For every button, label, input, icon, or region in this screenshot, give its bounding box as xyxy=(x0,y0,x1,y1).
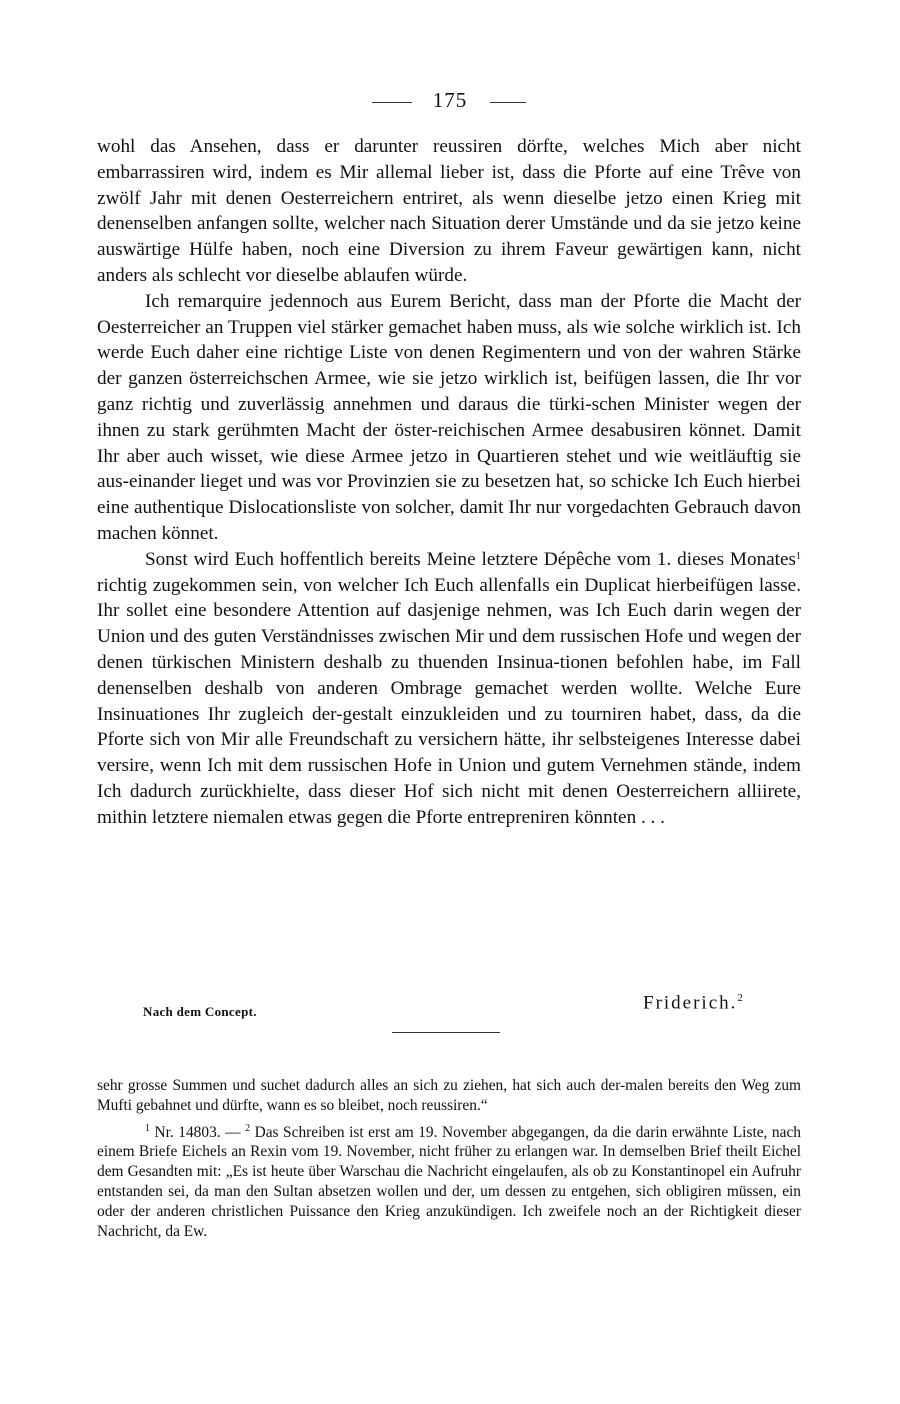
footnote-2-marker: 2 xyxy=(245,1122,251,1134)
paragraph-2: Ich remarquire jedennoch aus Eurem Bericht, dass man der Pforte die Macht der Oesterreicher an Truppen viel stärker gemachet haben muss, als wie solche wirklich ist. Ich werde Euch daher eine richtige Liste von denen Regimentern und von der wahren Stärke der ganzen österreichschen Armee, wie sie jetzo wirklich ist, beifügen lassen, die Ihr vor ganz richtig und zuverlässig annehmen und daraus die türki-schen Minister wegen der ihnen zu stark gerühmten Macht der öster-reichischen Armee desabusiren könnet. Damit Ihr aber auch wisset, wie diese Armee jetzo in Quartieren stehet und wie weitläuftig sie aus-einander lieget und was vor Provinzien sie zu besetzen hat, so schicke Ich Euch hierbei eine authentique Dislocationsliste von solcher, damit Ihr nur vorgedachten Gebrauch davon machen könnet. xyxy=(97,290,801,544)
footnote-reference-1: 1 xyxy=(796,550,801,562)
signature-name: Friderich. xyxy=(643,992,738,1014)
signature xyxy=(643,992,743,1014)
main-text xyxy=(97,134,801,831)
footnote-2-text: Das Schreiben ist erst am 19. November abgegangen, da die darin erwähnte Liste, nach einem Briefe Eichels an Rexin vom 19. November, nicht früher zu erlangen war. In demselben Brief theilt Eichel dem Gesandten mit: „Es ist heute über Warschau die Nachricht eingelaufen, als ob zu Konstantinopel ein Aufruhr entstanden sei, da man den Sultan absetzen wollen und der, um dessen zu entgehen, sich obligiren müssen, ein oder der anderen christlichen Puissance den Krieg anzukündigen. Ich zweifele noch an der Richtigkeit dieser Nachricht, da Ew. xyxy=(97,1123,801,1240)
header-rule-right xyxy=(490,102,526,103)
footnote-separator xyxy=(392,1032,500,1033)
footnote-1-text: Nr. 14803. — xyxy=(154,1123,241,1141)
footnotes xyxy=(97,1076,801,1241)
footnote-reference-2: 2 xyxy=(737,992,743,1004)
footnote-continuation: sehr grosse Summen und suchet dadurch alles an sich zu ziehen, hat sich auch der-malen bereits den Weg zum Mufti gebahnet und dürfte, wann es so bleibet, noch reussiren.“ xyxy=(97,1077,801,1114)
source-note: Nach dem Concept. xyxy=(143,1004,257,1019)
footnote-1-and-2 xyxy=(97,1123,801,1242)
page-header xyxy=(0,88,900,118)
paragraph-3 xyxy=(97,547,801,831)
paragraph-3-rest: richtig zugekommen sein, von welcher Ich Euch allenfalls ein Duplicat hierbeifügen lasse. Ihr sollet eine besondere Attention auf dasjenige nehmen, was Ich Euch darin wegen der Union und des guten Verständnisses zwischen Mir und dem russischen Hofe und wegen der denen türkischen Ministern deshalb zu thuenden Insinua-tionen befohlen habe, im Fall denenselben deshalb von anderen Ombrage gemachet werden wollte. Welche Eure Insinuationes Ihr zugleich der-gestalt einzukleiden und zu tourniren habet, dass, da die Pforte sich von Mir alle Freundschaft zu versichern hätte, ihr selbsteigenes Interesse dabei versire, wenn Ich mit dem russischen Hofe in Union und gutem Vernehmen stände, indem Ich dadurch zurückhielte, dass dieser Hof sich nicht mit denen Oesterreichern alliirete, mithin letztere niemalen etwas gegen die Pforte entrepreniren könnten . . . xyxy=(97,574,801,828)
signature-row xyxy=(0,990,900,1030)
paragraph-1: wohl das Ansehen, dass er darunter reussiren dörfte, welches Mich aber nicht embarrassiren wird, indem es Mir allemal lieber ist, dass die Pforte auf eine Trêve von zwölf Jahr mit denen Oesterreichern entriret, als wenn dieselbe jetzo einen Krieg mit denenselben anfangen sollte, welcher nach Situation derer Umstände und da sie jetzo keine auswärtige Hülfe haben, noch eine Diversion zu ihrem Faveur gewärtigen kann, nicht anders als schlecht vor dieselbe ablaufen würde. xyxy=(97,136,801,286)
footnote-1-marker: 1 xyxy=(145,1122,150,1134)
page-number: 175 xyxy=(432,88,468,112)
paragraph-3-start: Sonst wird Euch hoffentlich bereits Meine letztere Dépêche vom 1. dieses Monates xyxy=(145,548,796,570)
